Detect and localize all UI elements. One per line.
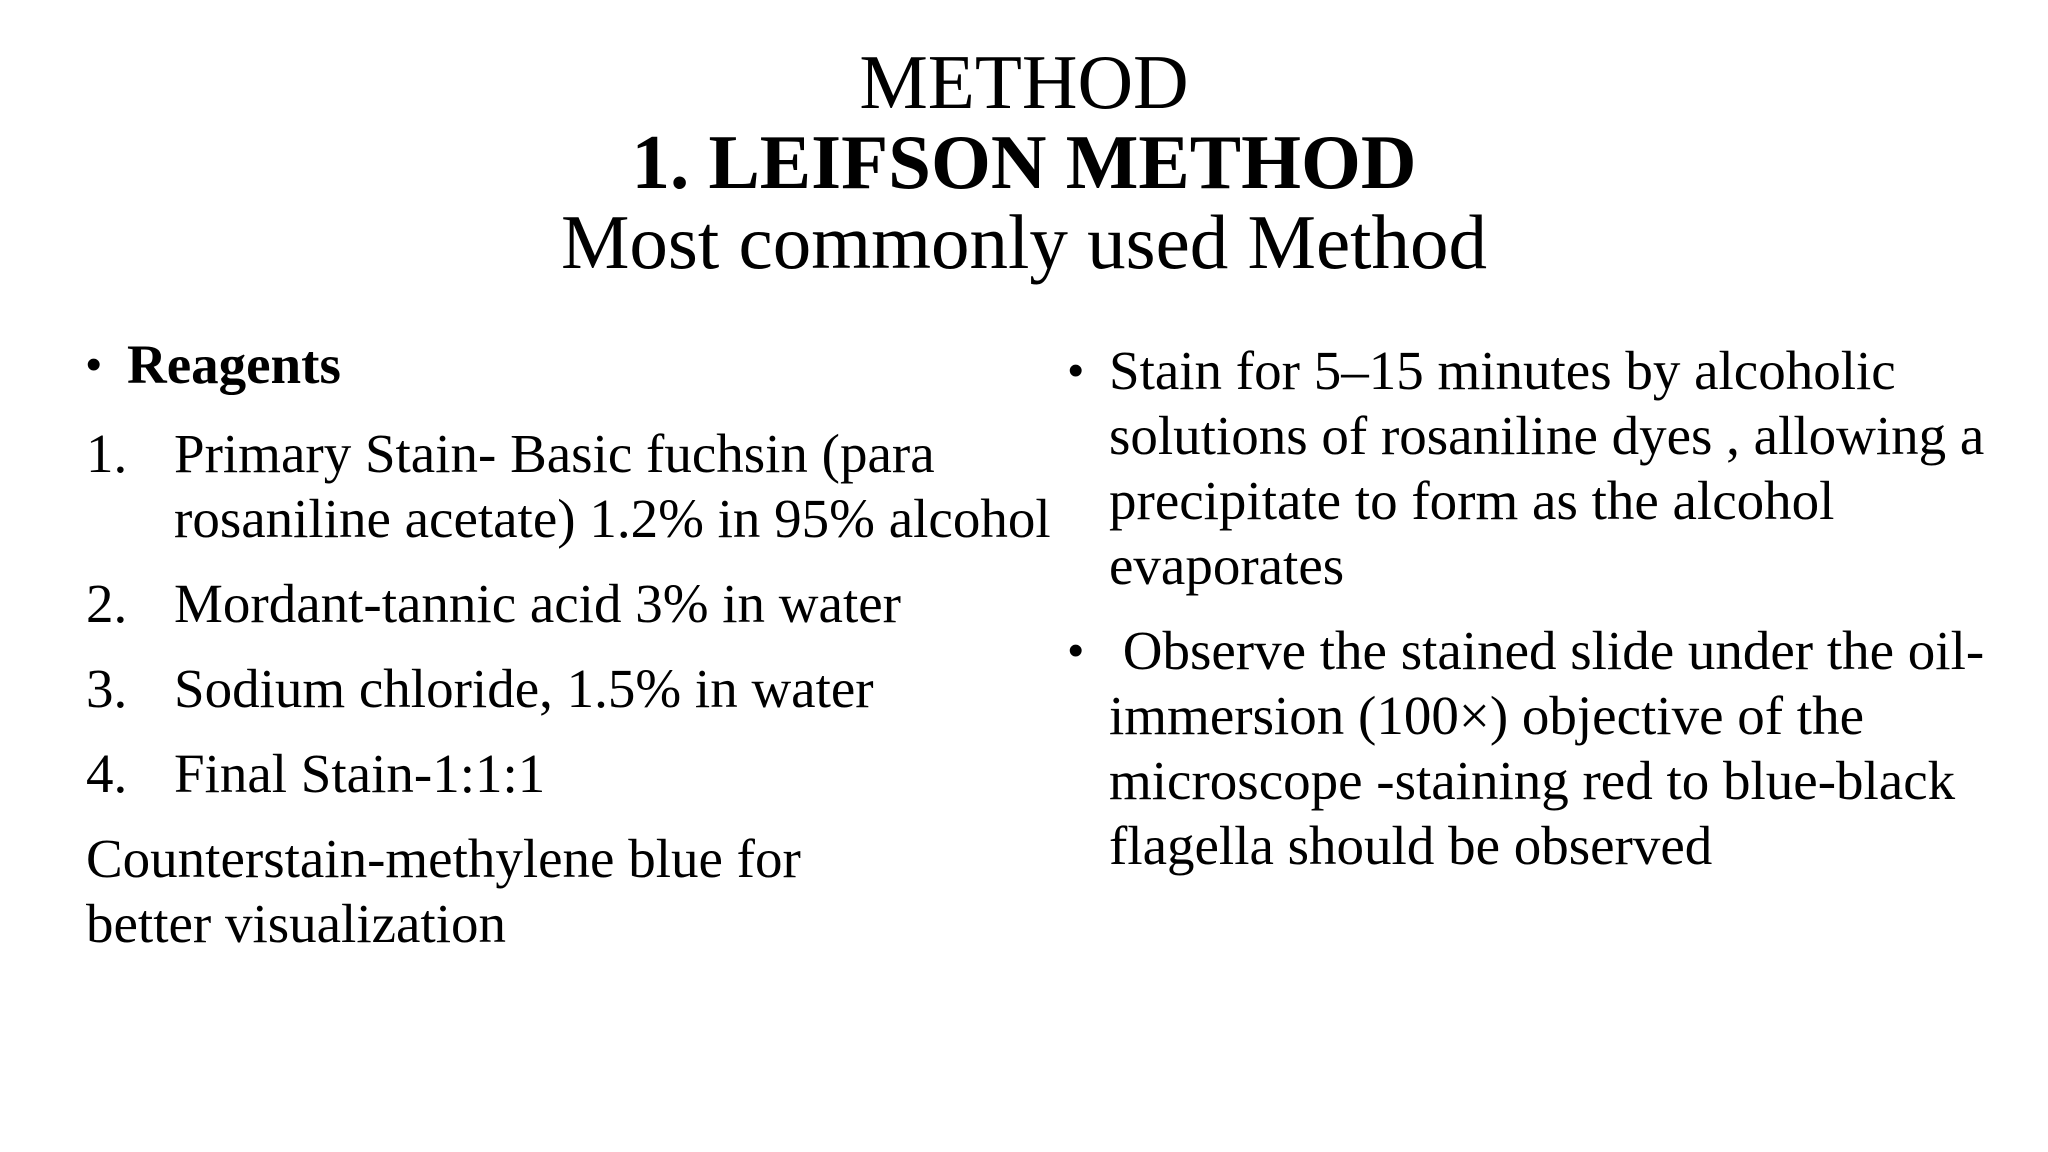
item-text: Primary Stain- Basic fuchsin (para rosaniline acetate) 1.2% in 95% alcohol — [174, 423, 1051, 549]
counterstain-note: Counterstain-methylene blue for better visualization — [86, 828, 801, 954]
procedure-text: Observe the stained slide under the oil-immersion (100×) objective of the microscope -staining red to blue-black flagella should be observed — [1109, 620, 1985, 876]
reagents-column — [86, 332, 1051, 956]
reagents-heading: Reagents — [127, 334, 341, 395]
list-item — [86, 656, 1046, 721]
bullet-icon: • — [1068, 346, 1084, 395]
item-number: 2. — [86, 573, 128, 634]
method-subtitle: Most commonly used Method — [560, 199, 1488, 285]
list-item — [86, 571, 1046, 636]
item-text: Final Stain-1:1:1 — [174, 743, 546, 804]
list-item — [86, 741, 1046, 806]
item-text: Mordant-tannic acid 3% in water — [174, 573, 901, 634]
item-text: Sodium chloride, 1.5% in water — [174, 658, 874, 719]
title-block — [0, 39, 2048, 285]
item-number: 4. — [86, 743, 128, 804]
method-heading: 1. LEIFSON METHOD — [631, 119, 1417, 205]
procedure-column — [1068, 338, 2028, 878]
reagents-heading-row — [86, 332, 1046, 397]
item-number: 3. — [86, 658, 128, 719]
bullet-icon: • — [86, 340, 102, 389]
procedure-text: Stain for 5–15 minutes by alcoholic solutions of rosaniline dyes , allowing a precipitate to form as the alcohol evaporates — [1109, 340, 1985, 596]
slide-title: METHOD — [859, 39, 1189, 125]
procedure-point — [1068, 618, 2028, 878]
list-item — [86, 421, 1104, 551]
procedure-point — [1068, 338, 2028, 598]
bullet-icon: • — [1068, 626, 1084, 675]
item-number: 1. — [86, 423, 128, 484]
